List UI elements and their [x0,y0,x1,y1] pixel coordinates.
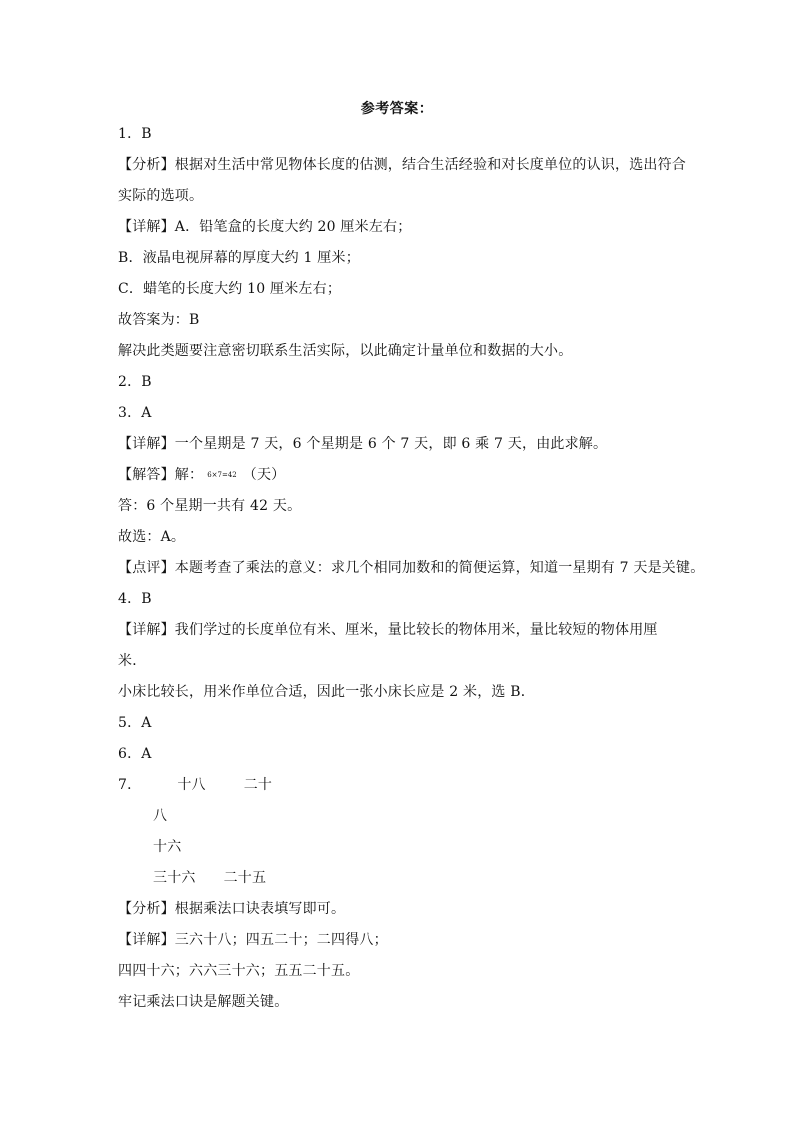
analysis-1: 【分析】根据对生活中常见物体长度的估测，结合生活经验和对长度单位的认识，选出符合 [118,157,686,173]
answer-7-row-2: 八 [153,808,168,824]
answer-7-blank-1: 十八 [177,777,206,793]
answer-1: 1．B [118,126,152,142]
detail-7-b: 四四十六；六六三十六；五五二十五。 [118,963,360,979]
answer-4: 4．B [118,591,152,607]
tip-7: 牢记乘法口诀是解题关键。 [118,994,289,1010]
detail-1-c: C．蜡笔的长度大约 10 厘米左右； [118,281,342,297]
solution-3 [118,466,285,484]
answer-7-row-4 [153,869,266,887]
answer-6: 6．A [118,746,152,762]
detail-7-a: 【详解】三六十八；四五二十；二四得八； [118,932,388,948]
answer-7-row-1 [118,776,272,794]
conclusion-1: 故答案为：B [118,312,200,328]
solution-3-unit: （天） [242,467,286,483]
analysis-7: 【分析】根据乘法口诀表填写即可。 [118,901,346,917]
choice-3: 故选：A。 [118,529,186,545]
page-title: 参考答案： [360,101,434,117]
answer-3: 3．A [118,405,152,421]
comment-3: 【点评】本题考查了乘法的意义：求几个相同加数和的简便运算，知道一星期有 7 天是关键。 [118,560,705,576]
answer-7-blank-5: 三十六 [153,870,196,886]
answer-7-blank-2: 二十 [243,777,273,793]
detail-4-cont: 米． [118,653,147,669]
reply-3: 答：6 个星期一共有 42 天。 [118,498,302,514]
detail-1-a: 【详解】A．铅笔盒的长度大约 20 厘米左右； [118,219,412,235]
solution-3-label: 【解答】解： [118,467,204,483]
answer-2: 2．B [118,374,152,390]
answer-7-blank-6: 二十五 [223,870,267,886]
detail-4: 【详解】我们学过的长度单位有米、厘米，量比较长的物体用米，量比较短的物体用厘 [118,622,658,638]
answer-5: 5．A [118,715,152,731]
tip-1: 解决此类题要注意密切联系生活实际，以此确定计量单位和数据的大小。 [118,343,573,359]
detail-3: 【详解】一个星期是 7 天，6 个星期是 6 个 7 天，即 6 乘 7 天，由此求解。 [118,436,608,452]
answer-7-number: 7． [118,777,142,793]
analysis-1-cont: 实际的选项。 [118,188,204,204]
answer-7-row-3: 十六 [153,839,182,855]
solution-3-formula: 6×7=42 [207,471,237,479]
detail-4-b: 小床比较长，用米作单位合适，因此一张小床长应是 2 米，选 B． [118,684,535,700]
detail-1-b: B．液晶电视屏幕的厚度大约 1 厘米； [118,250,360,266]
